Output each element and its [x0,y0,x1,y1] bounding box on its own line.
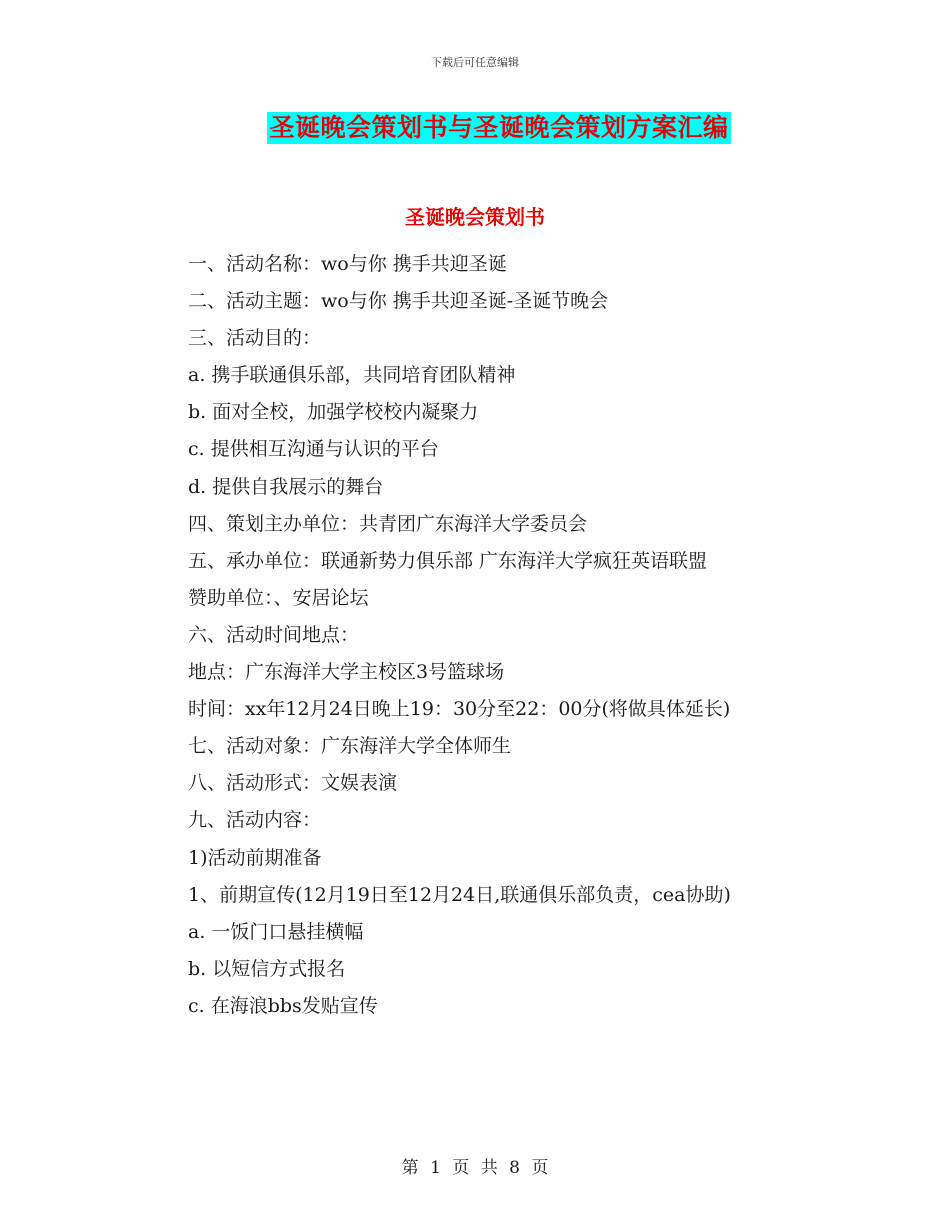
paragraph-format: 八、活动形式：文娱表演 [188,772,398,795]
paragraph-host: 五、承办单位：联通新势力俱乐部 广东海洋大学疯狂英语联盟 [188,549,708,572]
header-note: 下载后可任意编辑 [431,56,519,69]
paragraph-publicity-a: a. 一饭门口悬挂横幅 [188,920,364,943]
paragraph-purpose-c: c. 提供相互沟通与认识的平台 [188,438,439,461]
page-number-footer: 第 1 页 共 8 页 [401,1158,549,1178]
paragraph-preparation: 1)活动前期准备 [188,846,322,869]
paragraph-publicity-b: b. 以短信方式报名 [188,957,346,980]
main-title-container [0,112,950,144]
paragraph-activity-theme: 二、活动主题：wo与你 携手共迎圣诞-圣诞节晚会 [188,290,609,313]
paragraph-activity-purpose: 三、活动目的： [188,327,322,350]
main-title: 圣诞晚会策划书与圣诞晚会策划方案汇编 [269,113,729,142]
paragraph-publicity-c: c. 在海浪bbs发贴宣传 [188,994,378,1017]
paragraph-publicity: 1、前期宣传(12月19日至12月24日,联通俱乐部负责，cea协助) [188,883,731,906]
paragraph-time-place: 六、活动时间地点： [188,623,360,646]
paragraph-time: 时间：xx年12月24日晚上19：30分至22：00分(将做具体延长) [188,698,731,721]
paragraph-audience: 七、活动对象：广东海洋大学全体师生 [188,735,512,758]
paragraph-sponsor: 赞助单位：、安居论坛 [188,586,369,609]
paragraph-purpose-b: b. 面对全校，加强学校校内凝聚力 [188,401,479,424]
paragraph-location: 地点：广东海洋大学主校区3号篮球场 [188,661,505,684]
paragraph-purpose-a: a. 携手联通俱乐部，共同培育团队精神 [188,364,516,387]
paragraph-content: 九、活动内容： [188,809,322,832]
sub-title: 圣诞晚会策划书 [405,205,545,229]
document-body [142,246,792,1025]
paragraph-activity-name: 一、活动名称：wo与你 携手共迎圣诞 [188,253,507,275]
paragraph-purpose-d: d. 提供自我展示的舞台 [188,475,384,498]
paragraph-organizer: 四、策划主办单位：共青团广东海洋大学委员会 [188,512,588,535]
